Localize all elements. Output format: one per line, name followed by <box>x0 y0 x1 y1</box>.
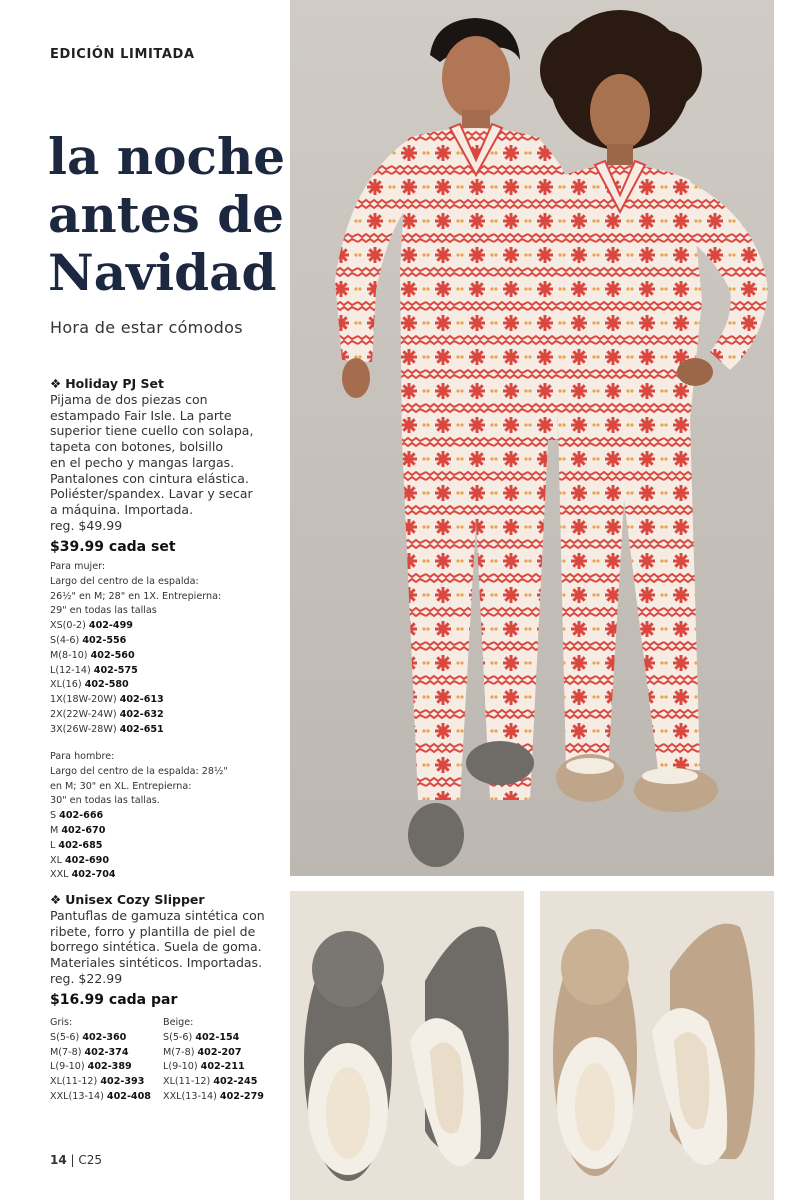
item-code: 402-211 <box>200 1061 245 1073</box>
description-line: Materiales sintéticos. Importadas. <box>50 955 263 971</box>
item-code: 402-360 <box>82 1031 127 1043</box>
size-row <box>50 619 290 634</box>
headline-line-1: la noche <box>48 127 286 186</box>
product-cozy-slipper <box>50 892 285 1010</box>
size-row <box>50 664 290 679</box>
size-row <box>163 1090 283 1105</box>
description-line: Poliéster/spandex. Lavar y secar <box>50 486 253 502</box>
regular-price: reg. $49.99 <box>50 517 123 533</box>
item-code: 402-651 <box>119 723 164 735</box>
size-label: M(7-8) <box>50 1046 82 1058</box>
size-row <box>163 1060 283 1075</box>
size-label: L(9-10) <box>163 1061 198 1073</box>
gray-slipper-illustration <box>290 891 524 1200</box>
item-code: 402-690 <box>64 854 110 866</box>
size-label: XXL(13-14) <box>163 1090 217 1102</box>
size-label: L(9-10) <box>50 1061 85 1073</box>
size-label: S(5-6) <box>50 1031 80 1043</box>
size-list-heading: Para mujer: <box>50 561 106 572</box>
size-label: S(5-6) <box>163 1031 193 1043</box>
size-row <box>50 1046 160 1061</box>
description-line: borrego sintética. Suela de goma. <box>50 939 262 955</box>
item-code: 402-408 <box>106 1090 151 1102</box>
page-footer <box>50 1153 102 1167</box>
size-list-men <box>50 750 290 883</box>
product-title-text: Unisex Cozy Slipper <box>65 892 205 907</box>
item-code: 402-154 <box>195 1031 240 1043</box>
size-label: XL(11-12) <box>50 1076 98 1088</box>
sale-price: $39.99 cada set <box>50 538 176 555</box>
size-note: 30" en todas las tallas. <box>50 795 160 807</box>
size-row <box>50 723 290 738</box>
item-code: 402-556 <box>82 634 127 646</box>
size-label: XXL(13-14) <box>50 1090 104 1102</box>
size-row <box>50 1075 160 1090</box>
couple-illustration <box>290 0 774 876</box>
item-code: 402-575 <box>93 664 138 676</box>
beige-slipper-illustration <box>540 891 774 1200</box>
size-label: XL(11-12) <box>163 1076 211 1088</box>
product-description <box>50 908 285 971</box>
size-label: XL <box>50 854 62 866</box>
size-label: 2X(22W-24W) <box>50 708 117 720</box>
size-row <box>50 1031 160 1046</box>
product-description <box>50 392 285 518</box>
size-row <box>50 634 290 649</box>
size-label: XXL <box>50 869 69 881</box>
size-note: Largo del centro de la espalda: <box>50 575 199 587</box>
size-label: 1X(18W-20W) <box>50 694 117 706</box>
item-code: 402-704 <box>71 869 116 881</box>
size-row <box>163 1075 283 1090</box>
description-line: a máquina. Importada. <box>50 501 194 517</box>
size-list-heading: Beige: <box>163 1017 194 1028</box>
size-label: S(4-6) <box>50 634 80 646</box>
size-label: XS(0-2) <box>50 620 86 632</box>
size-row <box>50 1060 160 1075</box>
product-title <box>50 376 285 392</box>
size-row <box>50 649 290 664</box>
size-note: 29" en todas las tallas <box>50 605 157 617</box>
size-row <box>50 708 290 723</box>
size-note: 26½" en M; 28" en 1X. Entrepierna: <box>50 590 222 602</box>
description-line: estampado Fair Isle. La parte <box>50 407 232 423</box>
item-code: 402-279 <box>219 1090 264 1102</box>
size-row <box>50 1090 160 1105</box>
description-line: Pantalones con cintura elástica. <box>50 470 249 486</box>
size-list-heading: Gris: <box>50 1017 73 1028</box>
size-row <box>163 1031 283 1046</box>
size-list-beige-slipper <box>163 1016 283 1105</box>
size-label: M(7-8) <box>163 1046 195 1058</box>
size-label: L(12-14) <box>50 664 91 676</box>
description-line: tapeta con botones, bolsillo <box>50 439 223 455</box>
regular-price: reg. $22.99 <box>50 970 123 986</box>
size-note: Largo del centro de la espalda: 28½" <box>50 765 228 777</box>
size-row <box>50 854 290 869</box>
size-list-gray-slipper <box>50 1016 160 1105</box>
description-line: superior tiene cuello con solapa, <box>50 423 254 439</box>
sale-price: $16.99 cada par <box>50 991 178 1008</box>
item-code: 402-666 <box>59 810 104 822</box>
item-code: 402-613 <box>119 694 164 706</box>
size-row <box>50 824 290 839</box>
page-headline <box>48 128 288 302</box>
item-code: 402-393 <box>100 1076 145 1088</box>
catalog-code: C25 <box>78 1153 103 1167</box>
product-title-text: Holiday PJ Set <box>65 376 164 391</box>
size-row <box>50 839 290 854</box>
footer-separator: | <box>70 1153 75 1167</box>
product-title <box>50 892 285 908</box>
headline-line-2: antes de <box>48 185 284 244</box>
page-subtitle: Hora de estar cómodos <box>50 318 243 337</box>
beige-slipper-photo <box>540 891 774 1200</box>
gray-slipper-photo <box>290 891 524 1200</box>
item-code: 402-245 <box>213 1076 258 1088</box>
size-label: M(8-10) <box>50 649 88 661</box>
item-code: 402-685 <box>58 839 103 851</box>
item-code: 402-560 <box>90 649 135 661</box>
diamond-bullet-icon: ❖ <box>50 892 62 907</box>
item-code: 402-670 <box>61 824 106 836</box>
size-list-heading: Para hombre: <box>50 751 115 762</box>
item-code: 402-499 <box>88 620 133 632</box>
description-line: Pijama de dos piezas con <box>50 392 208 407</box>
size-label: XL(16) <box>50 679 82 691</box>
product-holiday-pj-set <box>50 376 285 557</box>
item-code: 402-389 <box>87 1061 132 1073</box>
diamond-bullet-icon: ❖ <box>50 376 62 391</box>
item-code: 402-207 <box>197 1046 242 1058</box>
item-code: 402-374 <box>84 1046 129 1058</box>
size-row <box>50 809 290 824</box>
page-number: 14 <box>50 1153 67 1167</box>
item-code: 402-580 <box>84 679 129 691</box>
description-line: Pantuflas de gamuza sintética con <box>50 908 265 923</box>
size-list-women <box>50 560 290 738</box>
size-row <box>163 1046 283 1061</box>
size-row <box>50 693 290 708</box>
size-label: M <box>50 824 59 836</box>
couple-pajama-photo <box>290 0 774 876</box>
size-row <box>50 678 290 693</box>
size-label: 3X(26W-28W) <box>50 723 117 735</box>
item-code: 402-632 <box>119 708 164 720</box>
description-line: en el pecho y mangas largas. <box>50 454 235 470</box>
size-note: en M; 30" en XL. Entrepierna: <box>50 780 192 792</box>
size-row <box>50 868 290 883</box>
section-kicker: EDICIÓN LIMITADA <box>50 47 195 62</box>
size-label: L <box>50 839 56 851</box>
headline-line-3: Navidad <box>48 243 277 302</box>
description-line: ribete, forro y plantilla de piel de <box>50 923 256 939</box>
size-label: S <box>50 810 57 822</box>
